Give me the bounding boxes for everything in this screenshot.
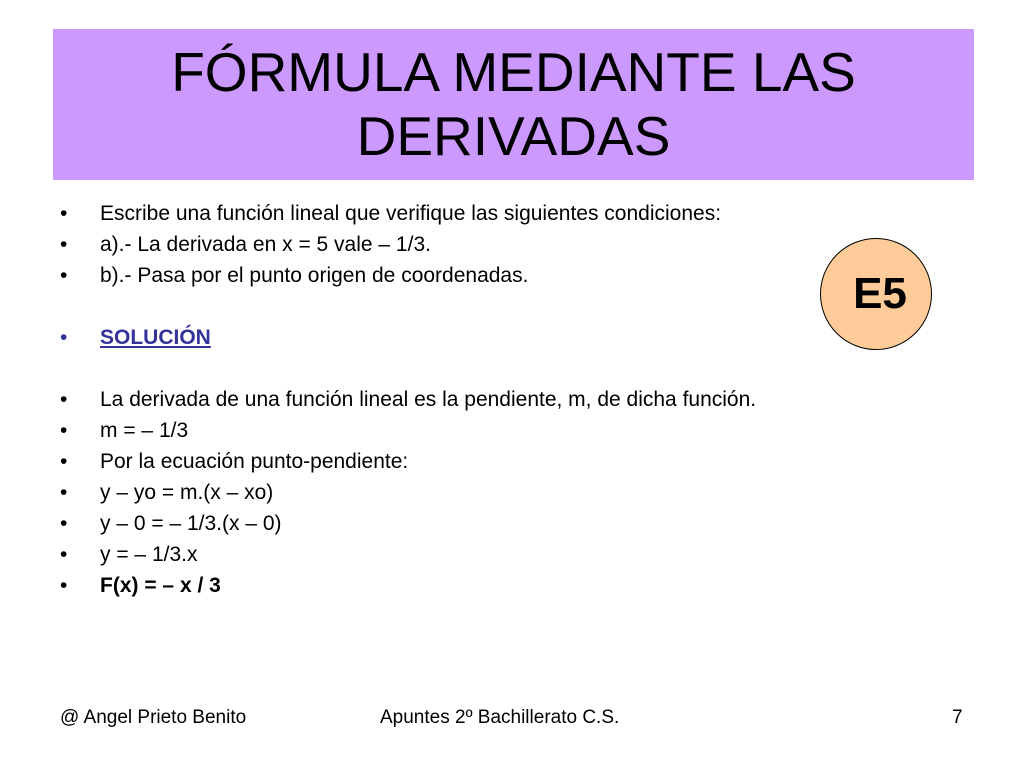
bullet-item — [57, 477, 937, 508]
final-answer: F(x) = – x / 3 — [100, 574, 221, 597]
blank-line — [57, 353, 937, 384]
bullet-text: y = – 1/3.x — [100, 543, 198, 566]
bullet-text: Escribe una función lineal que verifique las siguientes condiciones: — [100, 202, 722, 225]
bullet-list — [57, 198, 937, 601]
bullet-icon: • — [60, 388, 68, 411]
exercise-badge-label: E5 — [853, 269, 907, 318]
bullet-text: b).- Pasa por el punto origen de coordenadas. — [100, 264, 529, 287]
footer-course: Apuntes 2º Bachillerato C.S. — [380, 707, 620, 728]
bullet-text: y – 0 = – 1/3.(x – 0) — [100, 512, 282, 535]
bullet-text: a).- La derivada en x = 5 vale – 1/3. — [100, 233, 431, 256]
bullet-icon: • — [60, 481, 68, 504]
title-banner — [53, 29, 974, 180]
bullet-item — [57, 539, 937, 570]
bullet-icon: • — [60, 450, 68, 473]
bullet-icon: • — [60, 202, 68, 225]
bullet-icon: • — [60, 574, 68, 597]
bullet-text: Por la ecuación punto-pendiente: — [100, 450, 409, 473]
bullet-icon: • — [60, 543, 68, 566]
bullet-item — [57, 260, 937, 291]
bullet-item — [57, 322, 937, 353]
footer-author: @ Angel Prieto Benito — [60, 707, 247, 728]
slide-title-line-2: DERIVADAS — [356, 104, 671, 167]
bullet-item — [57, 446, 937, 477]
bullet-icon: • — [60, 326, 68, 349]
footer-page-number: 7 — [952, 707, 963, 728]
exercise-badge — [820, 238, 932, 350]
bullet-icon: • — [60, 264, 68, 287]
bullet-item — [57, 198, 937, 229]
blank-line — [57, 291, 937, 322]
bullet-item — [57, 508, 937, 539]
slide-title-line-1: FÓRMULA MEDIANTE LAS — [171, 40, 856, 103]
bullet-icon: • — [60, 419, 68, 442]
bullet-item — [57, 229, 937, 260]
bullet-text: m = – 1/3 — [100, 419, 189, 442]
bullet-text: y – yo = m.(x – xo) — [100, 481, 274, 504]
bullet-item — [57, 570, 937, 601]
bullet-text: La derivada de una función lineal es la pendiente, m, de dicha función. — [100, 388, 757, 411]
solution-heading: SOLUCIÓN — [100, 326, 211, 349]
bullet-item — [57, 384, 937, 415]
bullet-icon: • — [60, 512, 68, 535]
bullet-icon: • — [60, 233, 68, 256]
bullet-item — [57, 415, 937, 446]
